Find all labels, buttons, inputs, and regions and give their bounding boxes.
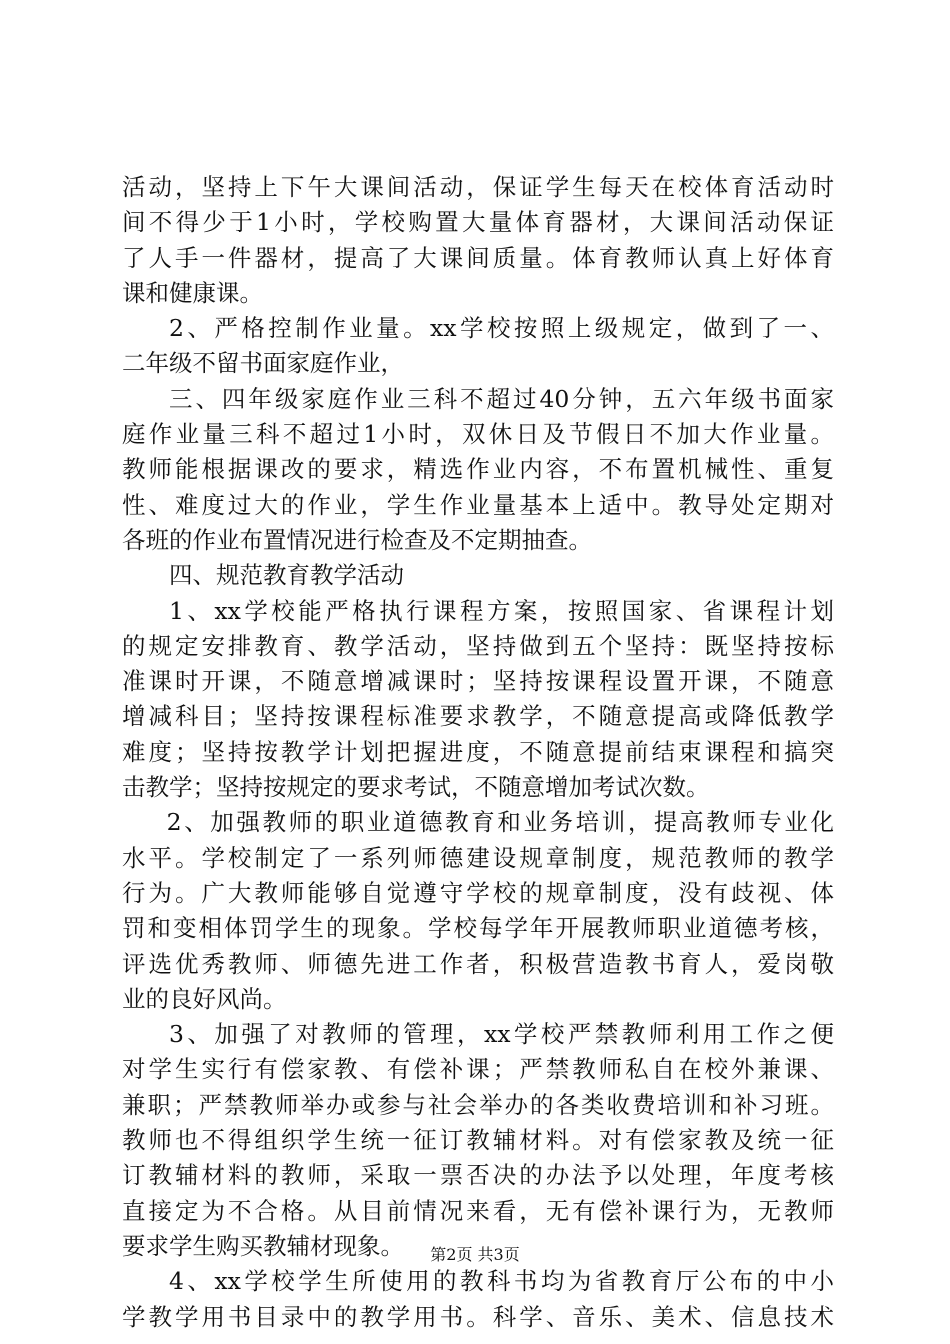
document-body — [122, 170, 834, 1335]
text-line: 2、严格控制作业量。xx学校按照上级规定，做到了一、 — [169, 314, 834, 343]
text-line: 间不得少于1小时，学校购置大量体育器材，大课间活动保证 — [122, 208, 834, 237]
text-line: 罚和变相体罚学生的现象。学校每学年开展教师职业道德考核， — [122, 914, 834, 943]
text-line: 直接定为不合格。从目前情况来看，无有偿补课行为，无教师 — [122, 1196, 834, 1225]
text-line: 课和健康课。 — [122, 278, 263, 307]
text-line: 了人手一件器材，提高了大课间质量。体育教师认真上好体育 — [122, 243, 834, 272]
text-line: 二年级不留书面家庭作业， — [122, 349, 404, 378]
text-line: 3、加强了对教师的管理，xx学校严禁教师利用工作之便 — [169, 1020, 834, 1049]
text-line: 的规定安排教育、教学活动，坚持做到五个坚持：既坚持按标 — [122, 631, 834, 660]
text-line: 三、四年级家庭作业三科不超过40分钟，五六年级书面家 — [169, 384, 834, 413]
text-line: 兼职；严禁教师举办或参与社会举办的各类收费培训和补习班。 — [122, 1090, 834, 1119]
text-line: 活动，坚持上下午大课间活动，保证学生每天在校体育活动时 — [122, 173, 834, 201]
text-line: 学教学用书目录中的教学用书。科学、音乐、美术、信息技术 — [122, 1302, 834, 1331]
text-line: 增减科目；坚持按课程标准要求教学，不随意提高或降低教学 — [122, 702, 834, 731]
text-line: 4、xx学校学生所使用的教科书均为省教育厅公布的中小 — [169, 1267, 834, 1296]
text-line: 各班的作业布置情况进行检查及不定期抽查。 — [122, 525, 592, 554]
text-line: 2、加强教师的职业道德教育和业务培训，提高教师专业化 — [166, 808, 834, 837]
text-line: 准课时开课，不随意增减课时；坚持按课程设置开课，不随意 — [122, 667, 834, 696]
text-line: 击教学；坚持按规定的要求考试，不随意增加考试次数。 — [122, 773, 710, 802]
text-line: 业的良好风尚。 — [122, 984, 287, 1013]
text-line: 性、难度过大的作业，学生作业量基本上适中。教导处定期对 — [122, 490, 834, 519]
text-line: 1、xx学校能严格执行课程方案，按照国家、省课程计划 — [169, 596, 834, 625]
text-line: 要求学生购买教辅材现象。 — [122, 1231, 404, 1260]
page-footer: 第2页 共3页 — [430, 1245, 520, 1264]
text-line: 教师也不得组织学生统一征订教辅材料。对有偿家教及统一征 — [122, 1126, 834, 1155]
text-line: 行为。广大教师能够自觉遵守学校的规章制度，没有歧视、体 — [122, 878, 834, 907]
text-line: 教师能根据课改的要求，精选作业内容，不布置机械性、重复 — [122, 455, 834, 484]
text-line: 难度；坚持按教学计划把握进度，不随意提前结束课程和搞突 — [122, 737, 834, 766]
text-line: 评选优秀教师、师德先进工作者，积极营造教书育人，爱岗敬 — [122, 949, 834, 978]
text-line: 庭作业量三科不超过1小时，双休日及节假日不加大作业量。 — [122, 420, 834, 449]
text-line: 订教辅材料的教师，采取一票否决的办法予以处理，年度考核 — [122, 1161, 834, 1190]
text-line: 水平。学校制定了一系列师德建设规章制度，规范教师的教学 — [122, 843, 834, 872]
text-line: 对学生实行有偿家教、有偿补课；严禁教师私自在校外兼课、 — [122, 1055, 834, 1084]
text-line: 四、规范教育教学活动 — [169, 561, 404, 590]
